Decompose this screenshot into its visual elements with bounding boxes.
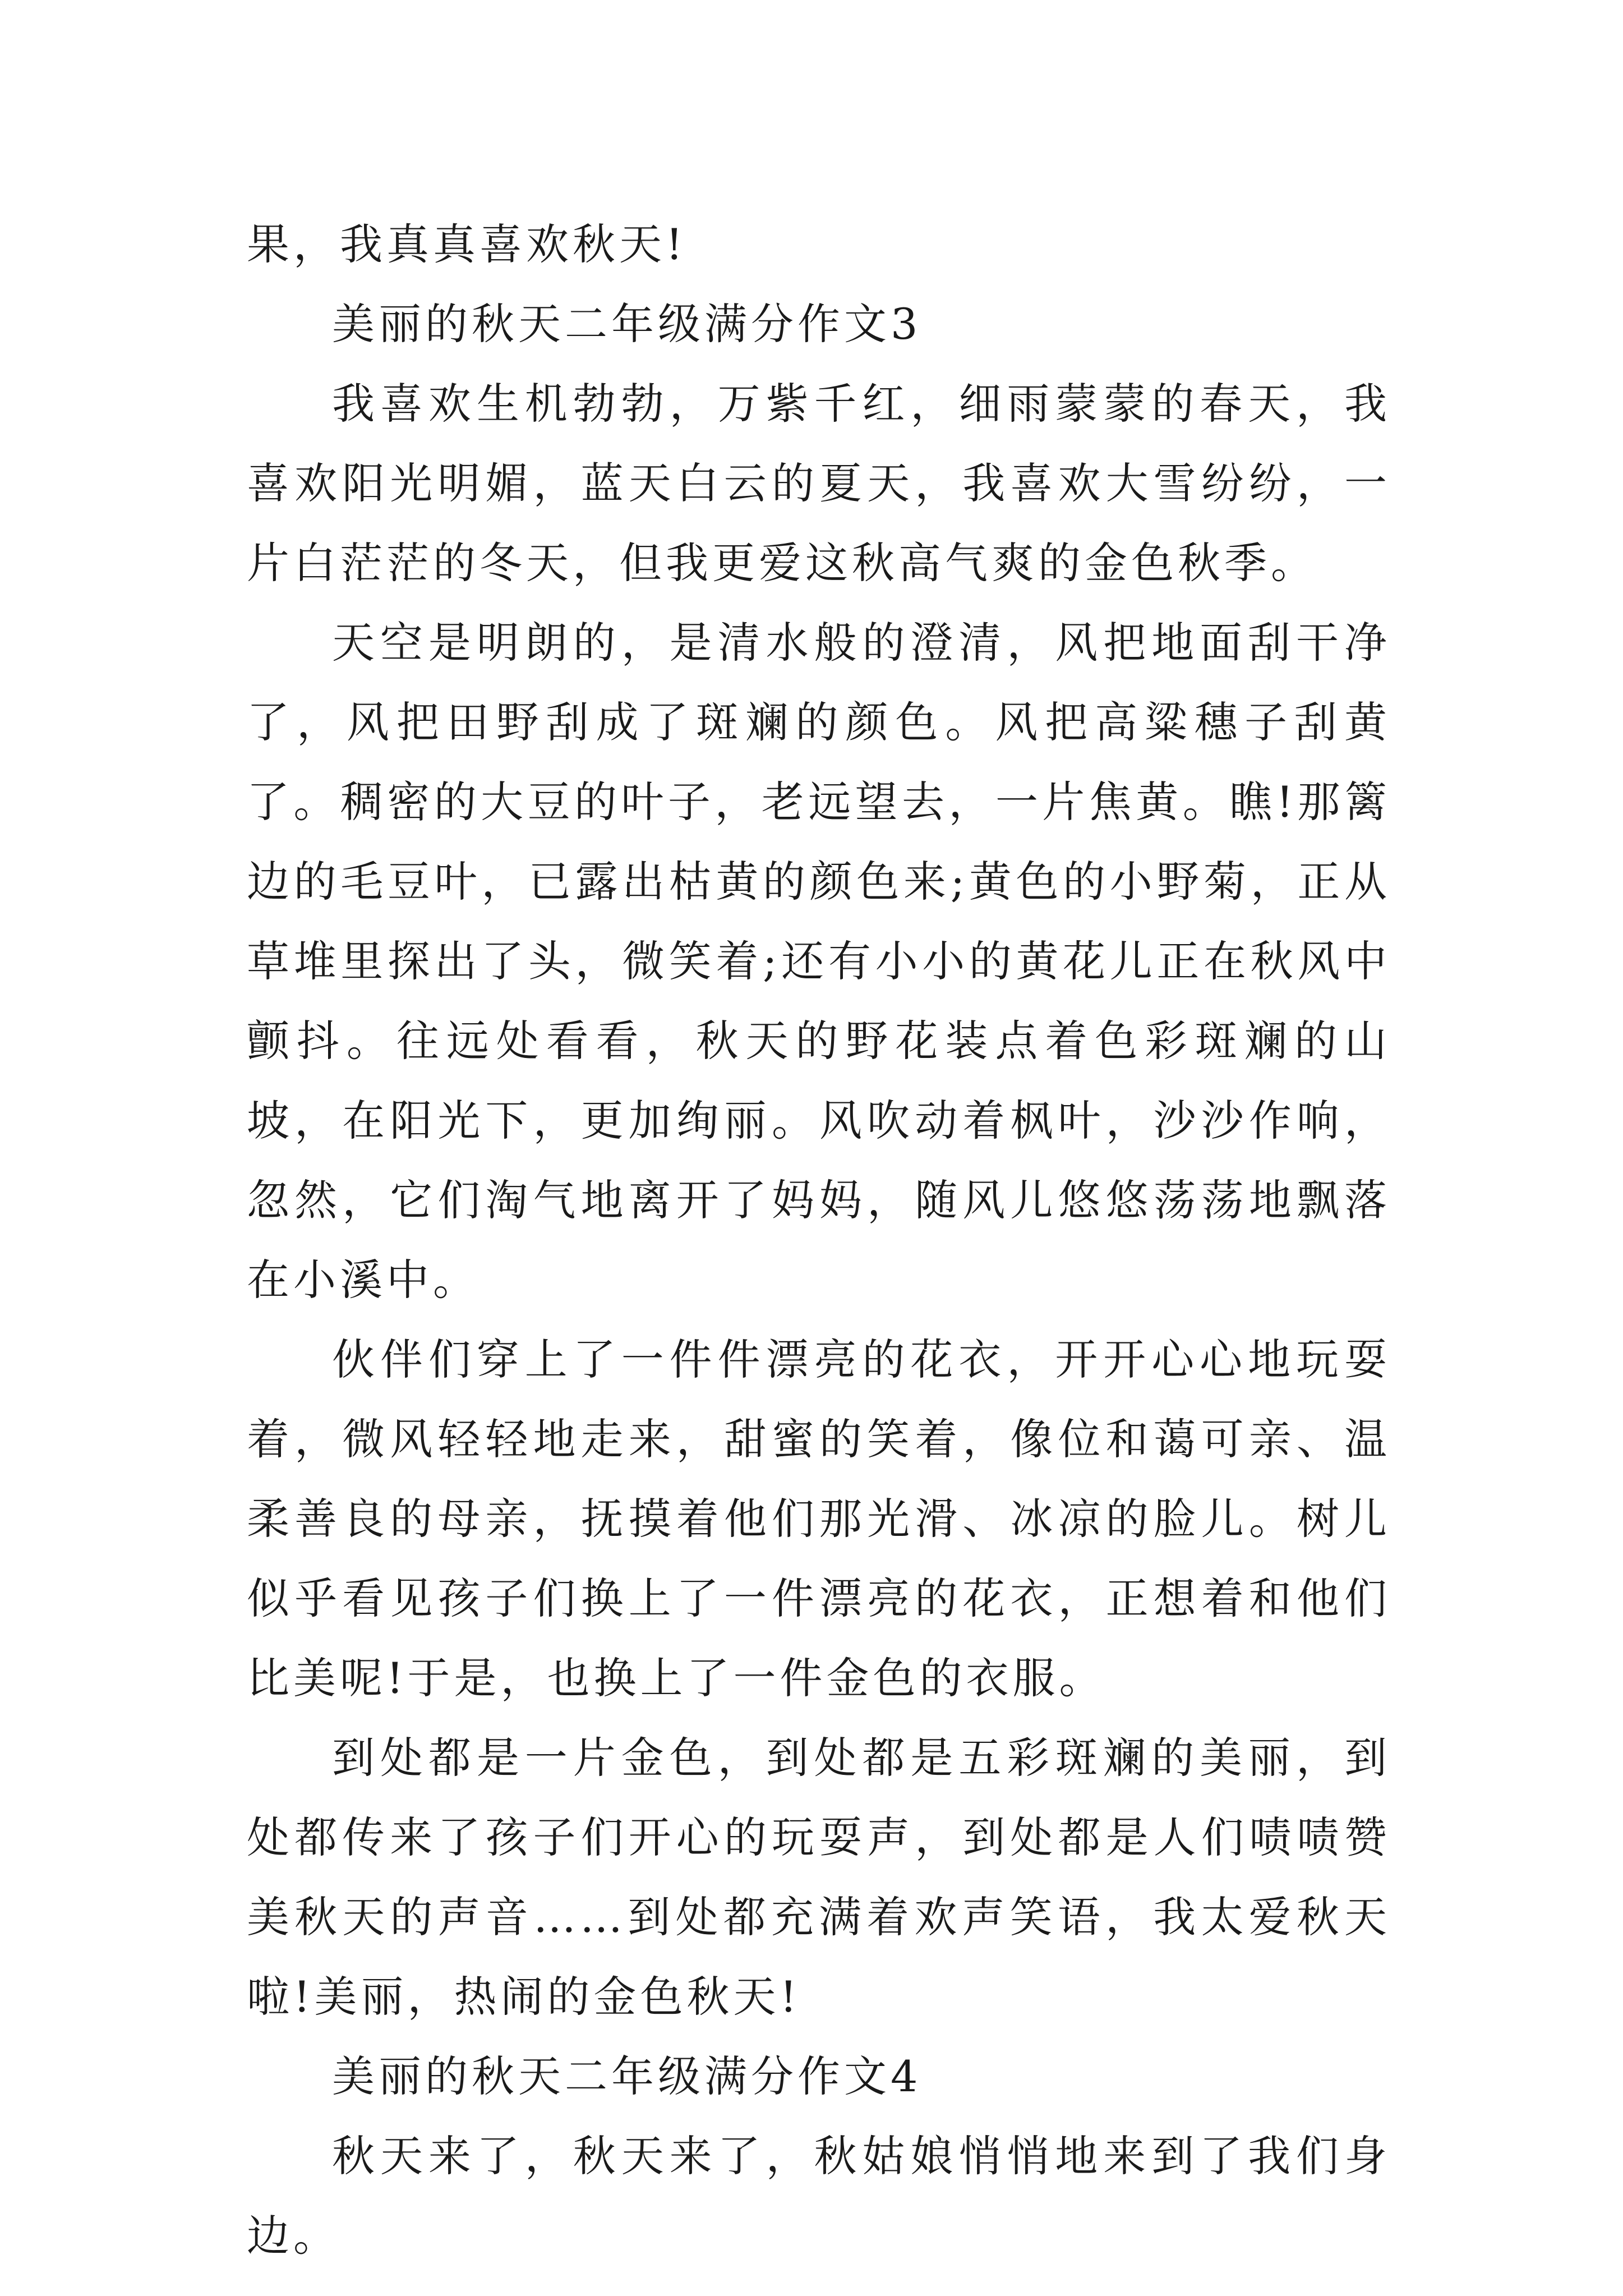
paragraph: 天空是明朗的，是清水般的澄清，风把地面刮干净了，风把田野刮成了斑斓的颜色。风把高粱穗子刮黄了。稠密的大豆的叶子，老远望去，一片焦黄。瞧!那篱边的毛豆叶，已露出枯黄的颜色来;黄色的小野菊，正从草堆里探出了头，微笑着;还有小小的黄花儿正在秋风中颤抖。往远处看看，秋天的野花装点着色彩斑斓的山坡，在阳光下，更加绚丽。风吹动着枫叶，沙沙作响，忽然，它们淘气地离开了妈妈，随风儿悠悠荡荡地飘落在小溪中。: [247, 618, 1391, 1305]
paragraph: 伙伴们穿上了一件件漂亮的花衣，开开心心地玩耍着，微风轻轻地走来，甜蜜的笑着，像位和蔼可亲、温柔善良的母亲，抚摸着他们那光滑、冰凉的脸儿。树儿似乎看见孩子们换上了一件漂亮的花衣，正想着和他们比美呢!于是，也换上了一件金色的衣服。: [247, 1335, 1391, 1703]
continuation-text: 果，我真真喜欢秋天!: [247, 219, 687, 269]
essay-heading-3: 美丽的秋天二年级满分作文3: [332, 299, 922, 349]
paragraph: 秋天来了，秋天来了，秋姑娘悄悄地来到了我们身边。: [247, 2131, 1391, 2261]
paragraph: 到处都是一片金色，到处都是五彩斑斓的美丽，到处都传来了孩子们开心的玩耍声，到处都是人们啧啧赞美秋天的声音……到处都充满着欢声笑语，我太爱秋天啦!美丽，热闹的金色秋天!: [247, 1733, 1391, 2022]
document-body: [247, 205, 1391, 2276]
essay-heading-4: 美丽的秋天二年级满分作文4: [332, 2051, 922, 2101]
paragraph: 我喜欢生机勃勃，万紫千红，细雨蒙蒙的春天，我喜欢阳光明媚，蓝天白云的夏天，我喜欢大雪纷纷，一片白茫茫的冬天，但我更爱这秋高气爽的金色秋季。: [247, 379, 1391, 588]
